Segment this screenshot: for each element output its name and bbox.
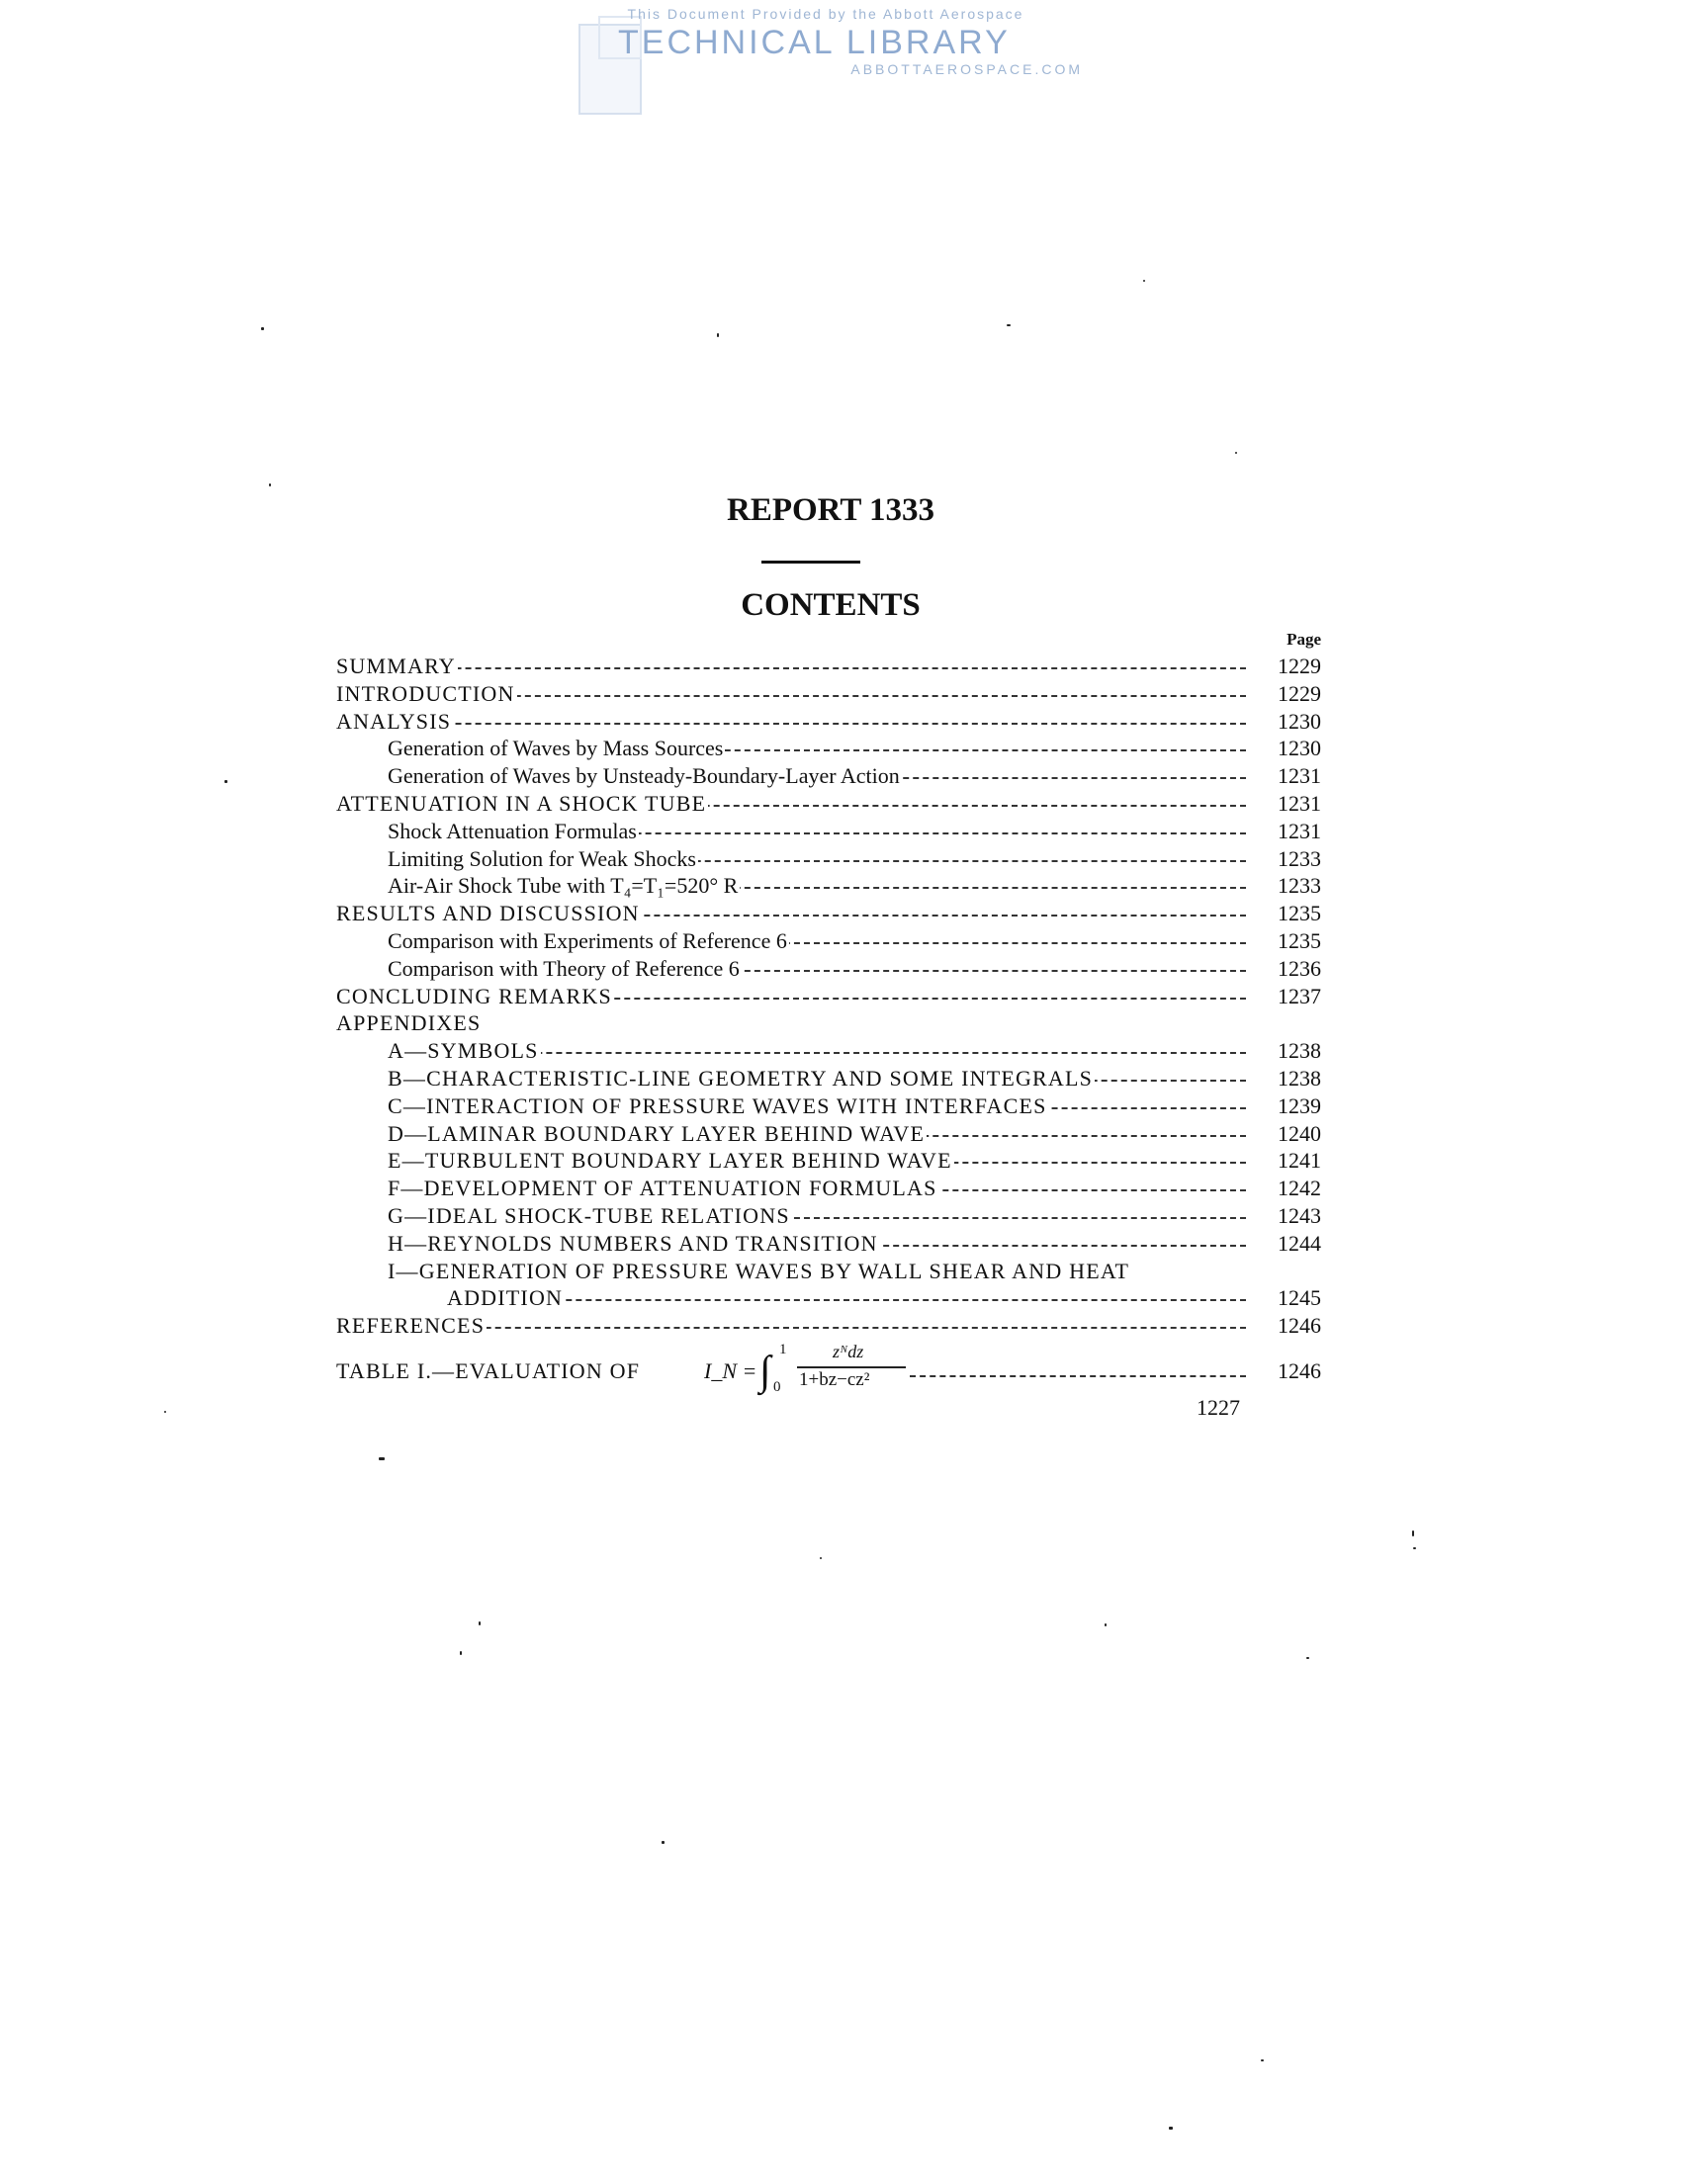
toc-entry-page: 1231: [1278, 818, 1321, 843]
toc-entry: [336, 818, 1325, 845]
integral-sign-icon: ∫: [759, 1349, 771, 1394]
toc-entry: [336, 1284, 1325, 1312]
toc-entry-page: 1231: [1278, 763, 1321, 789]
toc-entry-label: ANALYSIS: [336, 708, 452, 734]
toc-entry: [336, 653, 1325, 680]
contents-title: CONTENTS: [741, 587, 921, 623]
report-title: REPORT 1333: [726, 492, 934, 528]
toc-entry-page: 1237: [1278, 983, 1321, 1008]
scan-speck: [820, 1557, 822, 1559]
toc-entry-page: 1239: [1278, 1092, 1321, 1118]
toc-entry: [336, 735, 1325, 762]
toc-entry-label: REFERENCES: [336, 1313, 486, 1339]
dot-leader: [336, 723, 1246, 725]
toc-entry-label: D—LAMINAR BOUNDARY LAYER BEHIND WAVE: [388, 1120, 926, 1146]
scan-speck: [379, 1457, 385, 1460]
watermark-line-1: This Document Provided by the Abbott Aerospace: [627, 6, 1024, 22]
toc-entry-label: Shock Attenuation Formulas: [388, 818, 637, 843]
toc-entry-label: CONCLUDING REMARKS: [336, 983, 612, 1008]
toc-entry-page: 1238: [1278, 1038, 1321, 1064]
toc-entry-label: Comparison with Theory of Reference 6: [388, 955, 740, 981]
toc-entry: [336, 845, 1325, 873]
toc-entry: [336, 900, 1325, 927]
scan-speck: [164, 1411, 166, 1413]
scan-speck: [1143, 280, 1145, 282]
denominator: 1+bz−cz²: [799, 1369, 870, 1390]
toc-entry: [336, 1175, 1325, 1202]
toc-entry: [336, 1092, 1325, 1120]
watermark-line-2: TECHNICAL LIBRARY: [618, 24, 1011, 61]
toc-entry: [336, 680, 1325, 708]
toc-entry: [336, 1147, 1325, 1175]
toc-entry: [336, 1120, 1325, 1148]
toc-entry-page: 1235: [1278, 901, 1321, 926]
numerator: zᴺdz: [833, 1342, 864, 1361]
toc-entry-page: 1243: [1278, 1202, 1321, 1228]
toc-table-entry: [336, 1340, 1325, 1399]
toc-entry-label: C—INTERACTION OF PRESSURE WAVES WITH INTERFACES: [388, 1092, 1047, 1118]
watermark: [569, 4, 1083, 113]
toc-entry-page: 1241: [1278, 1148, 1321, 1174]
toc-entry-page: 1244: [1278, 1230, 1321, 1256]
toc-entry-label: INTRODUCTION: [336, 680, 515, 706]
page-number: 1227: [1197, 1395, 1240, 1420]
toc-entry: [336, 983, 1325, 1010]
scan-speck: [269, 483, 271, 486]
toc-entry-label: ADDITION: [447, 1285, 564, 1311]
table-entry-page: 1246: [1278, 1358, 1321, 1383]
toc-entry-page: 1238: [1278, 1065, 1321, 1091]
dot-leader: [910, 1375, 1246, 1377]
toc-entry-label: Air-Air Shock Tube with T₄=T₁=520° R: [388, 873, 739, 899]
table-entry-label: TABLE I.—EVALUATION OF: [336, 1358, 641, 1383]
formula-lhs: I_N =: [704, 1358, 757, 1383]
toc-entry-label: Limiting Solution for Weak Shocks: [388, 845, 696, 871]
toc-entry-page: 1246: [1278, 1313, 1321, 1339]
toc-entry-page: 1230: [1278, 708, 1321, 734]
scan-speck: [1105, 1623, 1107, 1626]
toc-entry: [336, 1312, 1325, 1340]
scan-speck: [1306, 1657, 1309, 1659]
toc-entry-page: 1245: [1278, 1285, 1321, 1311]
toc-entry-label: ATTENUATION IN A SHOCK TUBE: [336, 790, 707, 816]
toc-entry-page: 1229: [1278, 680, 1321, 706]
toc-entry: [336, 762, 1325, 790]
toc-entry: [336, 1065, 1325, 1092]
page-column-header: Page: [1287, 630, 1321, 649]
toc-entry-label: I—GENERATION OF PRESSURE WAVES BY WALL SHEAR AND HEAT: [388, 1258, 1130, 1283]
toc-entry-label: E—TURBULENT BOUNDARY LAYER BEHIND WAVE: [388, 1148, 952, 1174]
toc-entry-label: G—IDEAL SHOCK-TUBE RELATIONS: [388, 1202, 790, 1228]
toc-entry: [336, 708, 1325, 736]
toc-entry: [336, 1202, 1325, 1230]
dot-leader: [336, 667, 1246, 669]
toc-entry: [336, 1009, 1325, 1037]
scan-speck: [261, 327, 264, 330]
scan-speck: [1235, 452, 1237, 454]
toc-entry-page: 1233: [1278, 873, 1321, 899]
scan-speck: [662, 1841, 665, 1844]
toc-entry-page: 1230: [1278, 736, 1321, 761]
scan-speck: [1412, 1530, 1414, 1536]
dot-leader: [447, 1299, 1246, 1301]
toc-entry-label: Generation of Waves by Mass Sources: [388, 736, 724, 761]
toc-entry: [336, 790, 1325, 818]
toc-entry-label: RESULTS AND DISCUSSION: [336, 901, 640, 926]
upper-limit: 1: [779, 1342, 787, 1357]
toc-entry-page: 1231: [1278, 790, 1321, 816]
toc-entry: [336, 1230, 1325, 1258]
toc-entry-label: H—REYNOLDS NUMBERS AND TRANSITION: [388, 1230, 878, 1256]
table-of-contents: [336, 653, 1325, 1340]
toc-entry: [336, 927, 1325, 955]
scan-speck: [1261, 2059, 1264, 2061]
title-divider: [761, 561, 860, 564]
toc-entry-page: 1242: [1278, 1176, 1321, 1201]
toc-entry: [336, 872, 1325, 900]
toc-entry-page: 1233: [1278, 845, 1321, 871]
toc-entry-page: 1235: [1278, 927, 1321, 953]
toc-entry-label: A—SYMBOLS: [388, 1038, 539, 1064]
toc-entry-page: 1236: [1278, 955, 1321, 981]
toc-entry-label: F—DEVELOPMENT OF ATTENUATION FORMULAS: [388, 1176, 937, 1201]
toc-entry-label: Generation of Waves by Unsteady-Boundary-Layer Action: [388, 763, 900, 789]
watermark-line-3: ABBOTTAEROSPACE.COM: [850, 61, 1083, 77]
toc-entry: [336, 955, 1325, 983]
scan-speck: [479, 1621, 481, 1625]
toc-entry-page: 1240: [1278, 1120, 1321, 1146]
toc-entry-label: B—CHARACTERISTIC-LINE GEOMETRY AND SOME INTEGRALS: [388, 1065, 1094, 1091]
toc-entry: [336, 1258, 1325, 1285]
toc-entry-label: APPENDIXES: [336, 1010, 482, 1036]
scan-speck: [224, 780, 227, 783]
scan-speck: [1007, 324, 1011, 326]
fraction-bar: [797, 1366, 906, 1368]
toc-entry-label: SUMMARY: [336, 654, 456, 678]
toc-entry-label: Comparison with Experiments of Reference 6: [388, 927, 787, 953]
scan-speck: [1413, 1547, 1416, 1549]
scan-speck: [460, 1651, 462, 1655]
scan-speck: [1169, 2127, 1173, 2130]
lower-limit: 0: [773, 1379, 781, 1395]
toc-entry-page: 1229: [1278, 654, 1321, 678]
toc-entry: [336, 1037, 1325, 1065]
scan-speck: [717, 333, 719, 337]
